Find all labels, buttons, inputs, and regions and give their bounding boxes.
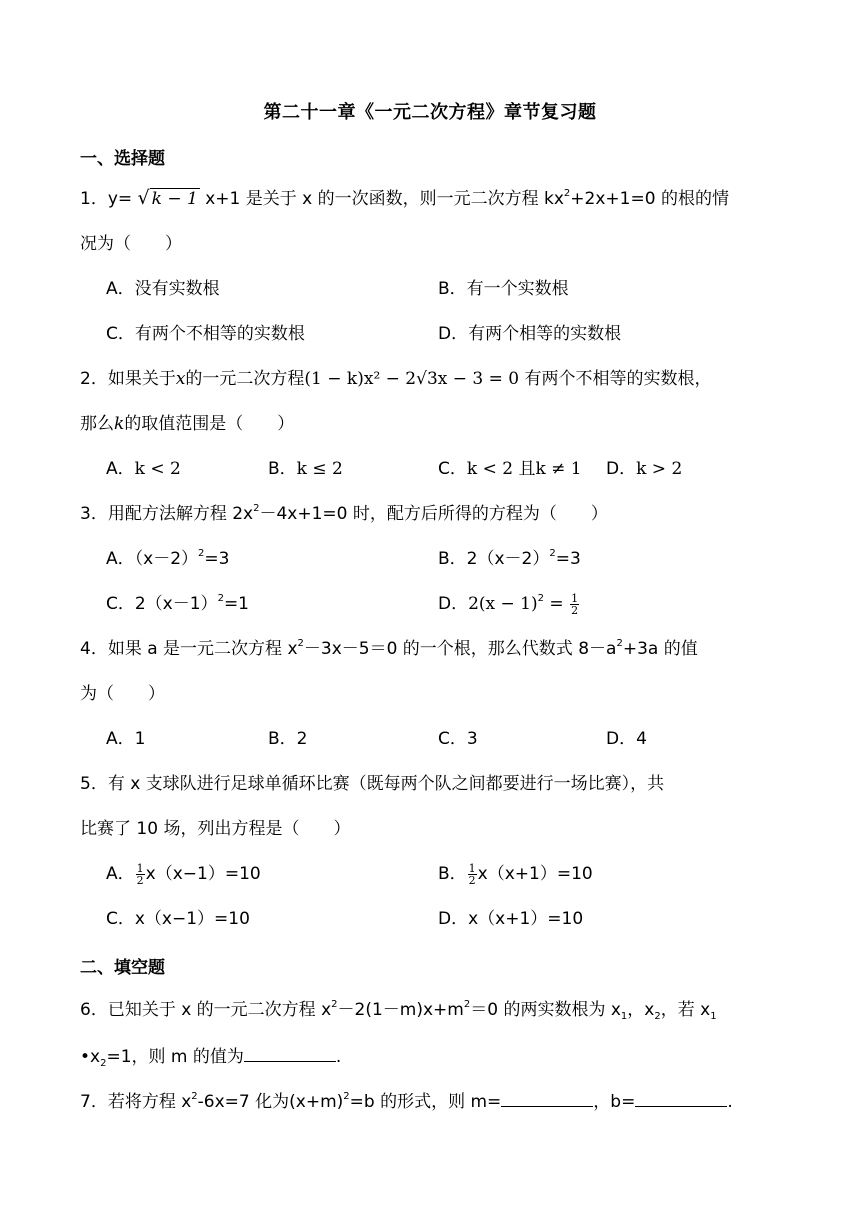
q4-option-a: A．1 [106, 729, 146, 749]
q4-option-d: D．4 [606, 729, 647, 749]
q2-option-d-text: k > 2 [636, 459, 683, 479]
q6-line2-sub: 2 [100, 1058, 107, 1069]
q1-text-mid: x+1 是关于 x 的一次函数，则一元二次方程 kx [199, 189, 564, 209]
q4-text-post: +3a 的值 [622, 639, 698, 659]
q2-option-b-text: k ≤ 2 [296, 459, 343, 479]
section-heading-fill-blank: 二、填空题 [80, 958, 165, 978]
q2-option-c-label: C． [438, 459, 467, 479]
question-2-line-1 [80, 367, 712, 391]
q7-text-pre: 7．若将方程 x [80, 1092, 192, 1112]
q5-option-a [106, 862, 261, 886]
q3-option-b [438, 547, 581, 571]
q3-option-b-sup: 2 [549, 548, 556, 559]
q3-option-d [438, 592, 580, 616]
q2-option-c-part1: k < 2 [466, 459, 514, 479]
q3-option-b-post: =3 [555, 549, 581, 569]
answer-blank-m[interactable] [501, 1088, 593, 1107]
q7-text-mid-2: =b 的形式，则 m= [349, 1092, 502, 1112]
question-3-line-1 [80, 502, 608, 526]
question-6-line-1 [80, 998, 717, 1022]
q3-option-a [106, 547, 229, 571]
q6-line2-post: . [335, 1047, 342, 1067]
q2-option-b-label: B． [268, 459, 297, 479]
q3-option-d-equals: = [544, 594, 570, 614]
q2-var-k: k [114, 414, 125, 434]
answer-blank-m[interactable] [244, 1043, 336, 1062]
q1-text-post: +2x+1=0 的根的情 [570, 189, 729, 209]
question-6-line-2 [80, 1043, 341, 1069]
q1-option-d: D．有两个相等的实数根 [438, 324, 622, 344]
question-1-line-1 [80, 186, 729, 211]
q2-text-mid: 的一元二次方程 [185, 369, 305, 389]
fraction-numerator: 1 [571, 591, 579, 605]
q1-option-c: C．有两个不相等的实数根 [106, 324, 305, 344]
q7-sup-1: 2 [191, 1091, 198, 1102]
q2-option-d-label: D． [606, 459, 637, 479]
question-7-line-1 [80, 1088, 733, 1114]
q2-option-a-text: k < 2 [134, 459, 181, 479]
q1-sup: 2 [563, 188, 571, 199]
q3-option-d-sup: 2 [537, 593, 545, 604]
question-5-line-2: 比赛了 10 场，列出方程是（ ） [80, 819, 351, 839]
q3-option-d-fraction [570, 593, 579, 616]
fraction-denominator: 2 [571, 603, 579, 617]
q6-sub-1: 1 [620, 1011, 628, 1022]
sqrt-expression: √ k − 1 [137, 187, 198, 209]
q3-text-pre: 3．用配方法解方程 2x [80, 504, 254, 524]
q6-sub-2: 2 [654, 1011, 661, 1022]
q2-option-c-part2: k ≠ 1 [535, 459, 582, 479]
q2-option-c-and: 且 [513, 459, 536, 479]
question-4-line-2: 为（ ） [80, 684, 165, 704]
q2-option-b [268, 457, 343, 481]
question-5-line-1: 5．有 x 支球队进行足球单循环比赛（既每两个队之间都要进行一场比赛），共 [80, 774, 665, 794]
q2-text-post: 有两个不相等的实数根， [519, 369, 712, 389]
q5-option-b-text: x（x+1）=10 [477, 864, 593, 884]
q5-option-b [438, 862, 593, 886]
q3-option-a-pre: A．（x－2） [106, 549, 199, 569]
q5-option-a-label: A． [106, 864, 135, 884]
q5-option-d: D．x（x+1）=10 [438, 909, 584, 929]
q1-text-pre: 1．y= [80, 189, 138, 209]
q2-option-a-label: A． [106, 459, 135, 479]
q5-option-a-fraction [136, 863, 145, 886]
q6-text-mid-3: ，x [627, 1000, 655, 1020]
q5-option-b-fraction [468, 863, 477, 886]
q7-text-mid-1: -6x=7 化为(x+m) [197, 1092, 344, 1112]
q1-option-b: B．有一个实数根 [438, 279, 569, 299]
section-heading-choice: 一、选择题 [80, 149, 165, 169]
q5-option-a-text: x（x−1）=10 [145, 864, 261, 884]
q7-text-mid-3: ，b= [593, 1092, 636, 1112]
q1-option-a: A．没有实数根 [106, 279, 220, 299]
q6-sub-3: 1 [710, 1011, 717, 1022]
q3-option-c-post: =1 [223, 594, 249, 614]
question-4-line-1 [80, 637, 698, 661]
q4-text-mid: －3x－5＝0 的一个根，那么代数式 8－a [303, 639, 617, 659]
sqrt-radicand: k − 1 [151, 189, 198, 209]
q3-text-post: －4x+1=0 时，配方后所得的方程为（ ） [259, 504, 608, 524]
q5-option-c: C．x（x−1）=10 [106, 909, 250, 929]
q2-equation: (1 − k)x² − 2√3x − 3 = 0 [304, 369, 520, 389]
q6-sup-1: 2 [331, 999, 338, 1010]
q4-text-pre: 4．如果 a 是一元二次方程 x [80, 639, 298, 659]
fraction-numerator: 1 [136, 861, 144, 875]
q2-var-x: x [175, 369, 186, 389]
q6-text-mid-4: ，若 x [660, 1000, 711, 1020]
answer-blank-b[interactable] [635, 1088, 727, 1107]
fraction-denominator: 2 [468, 873, 476, 887]
q2-option-a [106, 457, 181, 481]
q2-text-pre: 2．如果关于 [80, 369, 176, 389]
question-1-line-2: 况为（ ） [80, 234, 182, 254]
q6-sup-2: 2 [463, 999, 471, 1010]
page-title: 第二十一章《一元二次方程》章节复习题 [263, 102, 597, 123]
q7-sup-2: 2 [343, 1091, 350, 1102]
q3-option-c-pre: C．2（x－1） [106, 594, 218, 614]
q6-text-mid-2: ＝0 的两实数根为 x [470, 1000, 621, 1020]
q4-sup-1: 2 [297, 638, 304, 649]
q7-text-post: . [727, 1092, 733, 1112]
fraction-denominator: 2 [136, 873, 144, 887]
q3-option-a-sup: 2 [198, 548, 205, 559]
q4-option-c: C．3 [438, 729, 478, 749]
q2-line2-a: 那么 [80, 414, 114, 434]
question-2-line-2 [80, 412, 294, 436]
q4-option-b: B．2 [268, 729, 308, 749]
q6-text-mid-1: －2(1－m)x+m [337, 1000, 464, 1020]
q3-option-c-sup: 2 [217, 593, 224, 604]
q6-text-pre: 6．已知关于 x 的一元二次方程 x [80, 1000, 332, 1020]
q3-option-c [106, 592, 249, 616]
fraction-numerator: 1 [468, 861, 476, 875]
q3-option-d-label: D． [438, 594, 469, 614]
q3-option-d-eq: 2(x − 1) [468, 594, 538, 614]
q3-option-b-pre: B．2（x－2） [438, 549, 550, 569]
q2-option-c [438, 457, 582, 481]
q5-option-b-label: B． [438, 864, 467, 884]
q3-option-a-post: =3 [204, 549, 230, 569]
q6-line2-mid: =1，则 m 的值为 [106, 1047, 244, 1067]
q3-sup: 2 [253, 503, 260, 514]
q6-line2-pre: •x [80, 1047, 101, 1067]
q2-option-d [606, 457, 682, 481]
q2-line2-b: 的取值范围是（ ） [124, 414, 295, 434]
q4-sup-2: 2 [616, 638, 623, 649]
